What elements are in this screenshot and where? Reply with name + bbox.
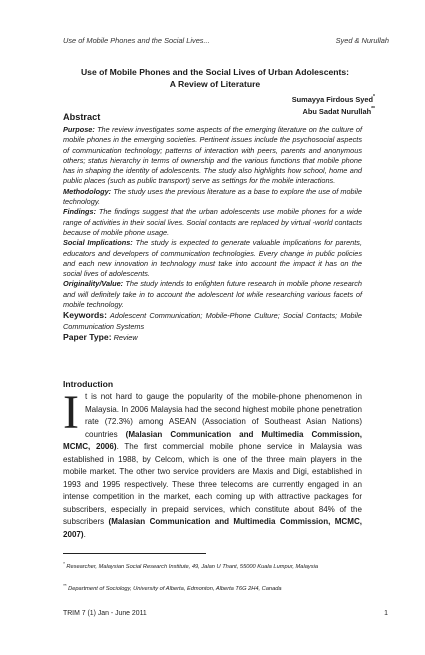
footnote-2-text: Department of Sociology, University of Alberta, Edmonton, Alberta T6G 2H4, Canada [66, 586, 282, 592]
author-1 [292, 94, 375, 104]
abstract-purpose [63, 125, 362, 187]
social-label: Social Implications: [63, 238, 133, 248]
keywords-label: Keywords: [63, 310, 107, 321]
paper-type [63, 332, 362, 343]
footnote-separator [63, 553, 206, 554]
introduction-heading: Introduction [63, 379, 114, 389]
abstract-heading: Abstract [63, 112, 101, 122]
originality-label: Originality/Value: [63, 279, 124, 289]
intro-text-1: t is not hard to gauge the popularity of the mobile-phone phenomenon in Malaysia. In 2006 Malaysia had the second highest mobile phone penetration rate (72.3%) among ASEAN (Association of Southeast Asian Nations) countries [84, 392, 362, 439]
methodology-label: Methodology: [63, 186, 112, 196]
footnote-1-text: Researcher, Malaysian Social Research Institute, 49, Jalan U Thant, 55000 Kuala Lumpur, Malaysia [64, 564, 318, 570]
author-2 [303, 106, 375, 116]
findings-label: Findings: [63, 207, 97, 217]
methodology-text: The study uses the previous literature as a base to explore the use of mobile technology. [63, 186, 362, 207]
introduction-paragraph [63, 386, 362, 541]
author-2-mark: ** [371, 106, 375, 112]
keywords [63, 310, 362, 332]
running-header-right: Syed & Nurullah [335, 36, 389, 45]
purpose-text: The review investigates some aspects of the emerging literature on the culture of mobile phones in the emerging societies. Pertinent issues include the psychosocial aspects of communication technology; patterns of interaction with peers, parents and anonymous others; status hierarchy in terms of ownership and the various functions that mobile phone has in shaping the identity of adolescents. The study also highlights how school, home and public places (such as public transport) serve as settings for the mobile interactions. [63, 125, 362, 186]
journal-footer: TRIM 7 (1) Jan - June 2011 [63, 610, 147, 617]
abstract-findings [63, 207, 362, 238]
findings-text: The findings suggest that the urban adolescents use mobile phones for a wide range of activities in their social lives. Social contacts are replaced by virtual -world contacts because of mobile phone usage. [63, 207, 362, 237]
title-line-2: A Review of Literature [169, 78, 261, 89]
drop-cap: I [63, 386, 79, 439]
author-1-name: Sumayya Firdous Syed [291, 95, 374, 104]
intro-text-3: . [83, 529, 86, 539]
abstract-social-implications [63, 238, 362, 279]
abstract-body [63, 125, 362, 343]
citation-mcmc-2006: (Malasian Communication and Multimedia Commission, MCMC, 2006) [63, 429, 362, 451]
author-1-mark: * [373, 94, 375, 100]
footnote-1-mark: * [63, 561, 65, 566]
paper-title [50, 67, 380, 90]
page-number: 1 [384, 610, 388, 617]
social-text: The study is expected to generate valuable implications for parents, educators and developers of communication technologies. Every change in public policies and each new innovation in technology must take into account the impact it has on the social lives of adolescents. [63, 238, 362, 279]
running-header-left: Use of Mobile Phones and the Social Lives... [63, 36, 210, 45]
abstract-methodology [63, 187, 362, 208]
purpose-label: Purpose: [63, 125, 95, 134]
citation-mcmc-2007: (Malasian Communication and Multimedia Commission, MCMC, 2007) [63, 517, 362, 539]
originality-text: The study intends to enlighten future research in mobile phone research and will definitely take in to account the adolescent lot while researching various facets of mobile technology. [63, 279, 362, 310]
title-line-1: Use of Mobile Phones and the Social Lives of Urban Adolescents: [80, 67, 350, 77]
footnote-1 [63, 560, 373, 572]
paper-type-label: Paper Type: [63, 331, 112, 342]
paper-type-value: Review [111, 332, 138, 342]
author-2-name: Abu Sadat Nurullah [302, 107, 372, 116]
abstract-originality [63, 279, 362, 310]
footnote-2 [63, 582, 373, 594]
keywords-text: Adolescent Communication; Mobile-Phone Culture; Social Contacts; Mobile Communication Systems [63, 311, 362, 331]
footnote-2-mark: ** [63, 583, 67, 588]
intro-text-2: . The first commercial mobile phone service in Malaysia was established in 1988, by Celcom, which is one of the three main players in the mobile market. The other two service providers are Maxis and Digi, established in 1993 and 1995 respectively. These three telecoms are currently engaged in an intense competition in the market, each coming up with attractive packages for subscribers, especially in prepaid services, which constitute about 84% of the subscribers [63, 442, 362, 526]
